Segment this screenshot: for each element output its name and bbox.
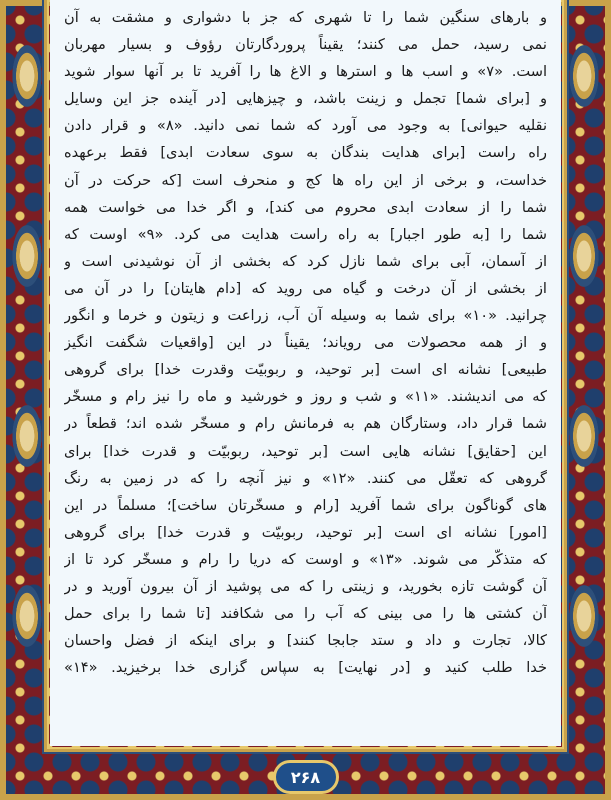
text-line: [امور] نشانه ای است [بر توحید، ربوبیّت و قدرت خدا] برای گروهی	[64, 523, 547, 541]
text-line: آن گوشت تازه بخورید، و زینتی را که می پوشید از آن بیرون آورید و در	[64, 577, 547, 595]
text-line: شما قرار داد، وستارگان هم به فرمانش رام و مسخّر شده اند؛ قطعاً در	[64, 415, 547, 433]
text-line: و از همه محصولات می رویاند؛ یقیناً در این [واقعیات شگفت انگیز	[64, 334, 547, 352]
translation-text	[64, 4, 547, 681]
text-line: است. «۷» و اسب ها و استرها و الاغ ها را آفرید تا بر آنها سوار شوید	[64, 63, 547, 81]
border-medallion	[10, 40, 44, 112]
text-line: که متذکّر می شوند. «۱۳» و اوست که دریا را رام و مسخّر کرد تا از	[64, 550, 547, 568]
border-medallion	[10, 580, 44, 652]
border-medallion	[567, 580, 601, 652]
border-medallion	[10, 220, 44, 292]
text-line: گروهی که تعقّل می کنند. «۱۲» و نیز آنچه را که در زمین به رنگ	[64, 469, 547, 487]
text-line: شما را از سعادت ابدی محروم می کند]، و اگر خدا می خواست همه	[64, 198, 547, 216]
text-line: که می اندیشند. «۱۱» و شب و روز و خورشید و ماه را نیز رام و مسخّر	[64, 388, 547, 406]
text-panel	[50, 0, 561, 746]
page-number-badge	[273, 760, 339, 794]
border-medallion	[567, 40, 601, 112]
text-line: خداست، و برخی از این راه ها کج و منحرف است [که حرکت در آن	[64, 171, 547, 189]
text-line: شما را [به طور اجبار] به راه راست هدایت می کرد. «۹» اوست که	[64, 225, 547, 243]
page-footer	[0, 752, 611, 800]
text-line: کالا، تجارت و داد و ستد جابجا کنند] و برای اینکه از فضل واحسان	[64, 632, 547, 650]
border-medallion	[567, 400, 601, 472]
text-line: از بخشی از آن درخت و گیاه می روید که [دام هایتان] را در آن می	[64, 279, 547, 297]
text-line: های گوناگون برای شما آفرید [رام و مسخّرتان ساخت]؛ مسلماً در این	[64, 496, 547, 514]
text-line: طبیعی] نشانه ای است [بر توحید، و ربوبیّت وقدرت خدا] برای گروهی	[64, 361, 547, 379]
text-line: و [برای شما] تجمل و زینت باشد، و چیزهایی [در آینده جز این وسایل	[64, 90, 547, 108]
border-medallion	[567, 220, 601, 292]
text-line: نمی رسید، حمل می کنند؛ یقیناً پروردگارتان رؤوف و بسیار مهربان	[64, 36, 547, 54]
text-line: چرانید. «۱۰» برای شما به وسیله آن آب، زراعت و زیتون و خرما و انگور	[64, 307, 547, 325]
text-line: آن کشتی ها را می بینی که آب را می شکافند [تا شما را برای حمل	[64, 605, 547, 623]
text-line: این [حقایق] نشانه هایی است [بر توحید، ربوبیّت و قدرت خدا] برای	[64, 442, 547, 460]
border-medallion	[10, 400, 44, 472]
text-line: از آسمان، آبی برای شما نازل کرد که بخشی از آن نوشیدنی است و	[64, 252, 547, 270]
text-line: خدا طلب کنید و [در نهایت] به سپاس گزاری خدا برخیزید. «۱۴»	[64, 659, 547, 677]
text-line: نقلیه حیوانی] به وجود می آورد که شما نمی دانید. «۸» و قرار دادن	[64, 117, 547, 135]
text-line: و بارهای سنگین شما را تا شهری که جز با دشواری و مشقت به آن	[64, 9, 547, 26]
text-line: راه راست [برای هدایت بندگان به سوی سعادت ابدی] فقط برعهده	[64, 144, 547, 162]
page-number: ۲۶۸	[290, 767, 321, 787]
